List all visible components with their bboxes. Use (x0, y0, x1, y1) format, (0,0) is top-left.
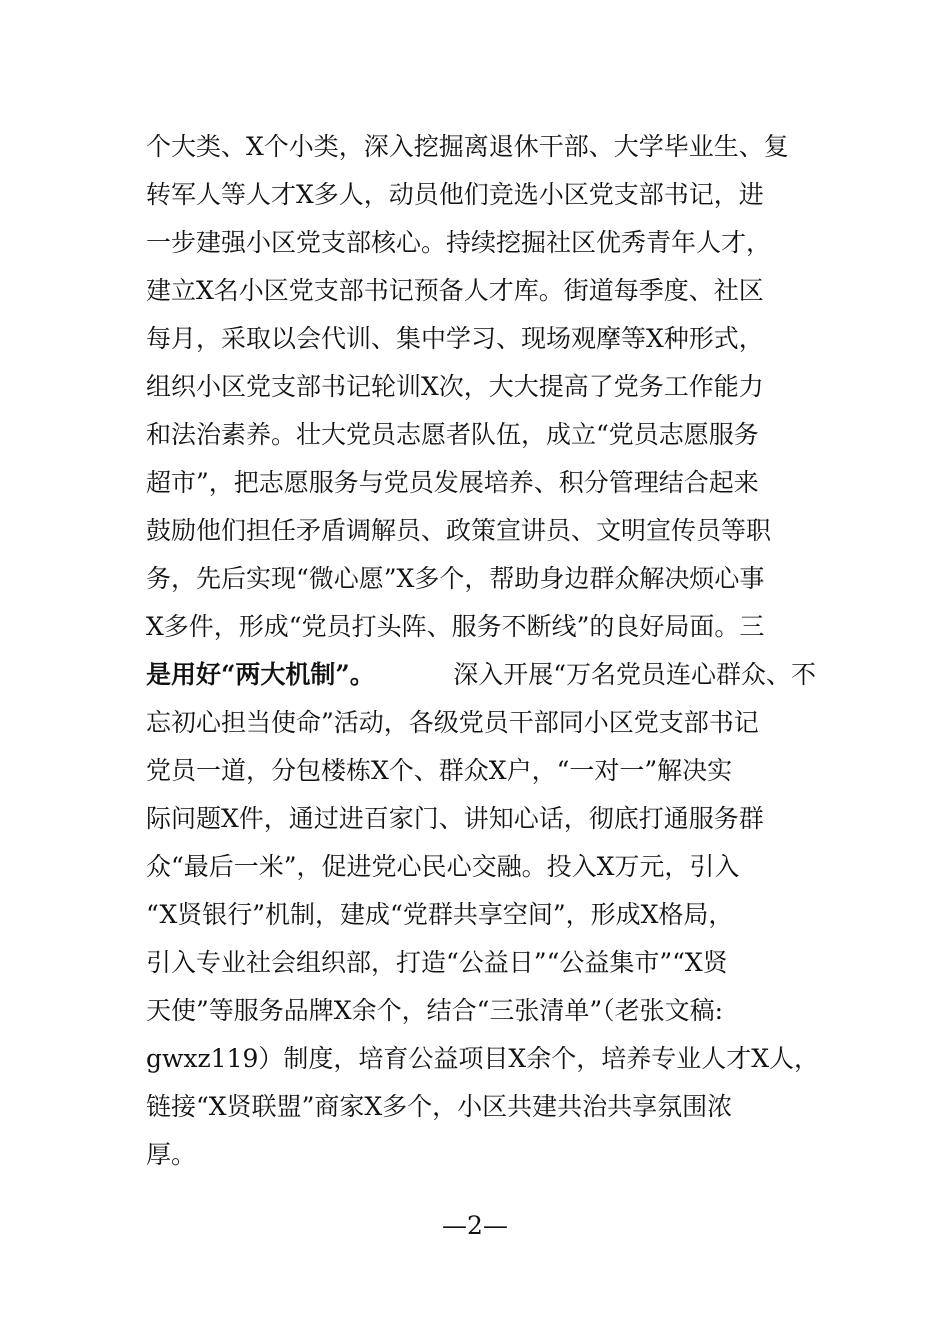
text-line: 转军人等人才X多人，动员他们竞选小区党支部书记，进 (146, 180, 764, 209)
text-line: 务，先后实现“微心愿”X多个，帮助身边群众解决烦心事 (146, 564, 765, 593)
text-line: 天使”等服务品牌X余个，结合“三张清单”（老张文稿: (146, 996, 724, 1025)
heading-line (146, 651, 816, 699)
text-line: 链接“X贤联盟”商家X多个，小区共建共治共享氛围浓 (146, 1092, 733, 1121)
text-line: 鼓励他们担任矛盾调解员、政策宣讲员、文明宣传员等职 (146, 516, 772, 545)
text-line: 厚。 (146, 1140, 197, 1169)
text-line: X多件，形成“党员打头阵、服务不断线”的良好局面。三 (146, 612, 765, 641)
section-heading: 是用好“两大机制”。 (146, 660, 375, 689)
text-line: 组织小区党支部书记轮训X次，大大提高了党务工作能力 (146, 372, 764, 401)
text-line: 个大类、X个小类，深入挖掘离退休干部、大学毕业生、复 (146, 132, 789, 161)
text-line: 每月，采取以会代训、集中学习、现场观摩等X种形式， (146, 324, 764, 353)
text-line: 际问题X件，通过进百家门、讲知心话，彻底打通服务群 (146, 804, 764, 833)
text-line: 党员一道，分包楼栋X个、群众X户，“一对一”解决实 (146, 756, 733, 785)
text-line: gwxz119）制度，培育公益项目X余个，培养专业人才X人， (146, 1044, 819, 1073)
text-line: “X贤银行”机制，建成“党群共享空间”，形成X格局， (146, 900, 734, 929)
heading-line-rest: 深入开展“万名党员连心群众、不 (453, 660, 816, 689)
body-paragraph (146, 123, 819, 1179)
text-line: 和法治素养。壮大党员志愿者队伍，成立“党员志愿服务 (146, 420, 759, 449)
text-line: 众“最后一米”，促进党心民心交融。投入X万元，引入 (146, 852, 740, 881)
text-line: 忘初心担当使命”活动，各级党员干部同小区党支部书记 (146, 708, 759, 737)
text-line: 引入专业社会组织部，打造“公益日”“公益集市”“X贤 (146, 948, 728, 977)
text-line: 一步建强小区党支部核心。持续挖掘社区优秀青年人才， (146, 228, 772, 257)
text-line: 超市”，把志愿服务与党员发展培养、积分管理结合起来 (146, 468, 759, 497)
text-line: 建立X名小区党支部书记预备人才库。街道每季度、社区 (146, 276, 764, 305)
page-number: —2— (442, 1211, 508, 1240)
